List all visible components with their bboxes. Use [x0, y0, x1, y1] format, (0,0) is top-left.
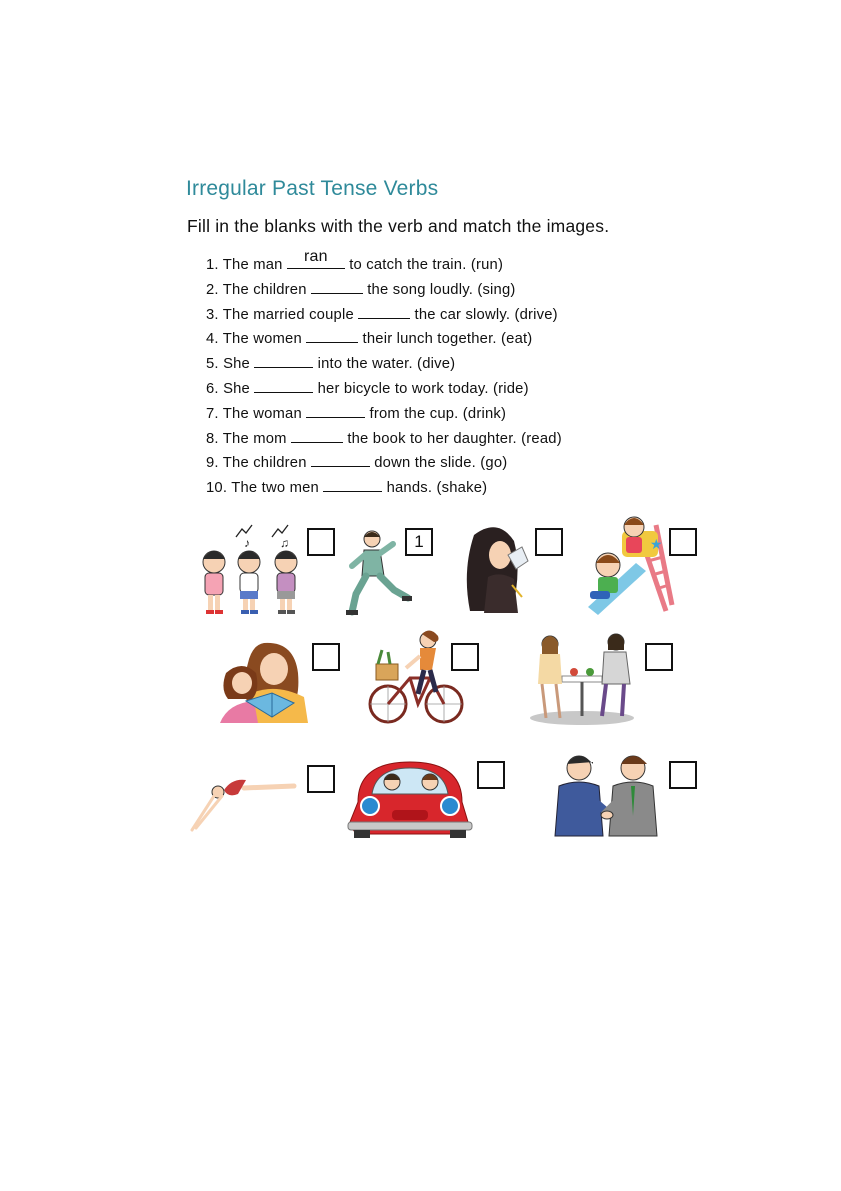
sentence-9: 9. The children down the slide. (go) [206, 451, 562, 476]
blank-9[interactable] [311, 452, 370, 467]
match-box-slide-children[interactable] [669, 528, 697, 556]
driving-couple-image [348, 756, 472, 838]
match-box-running-man[interactable]: 1 [405, 528, 433, 556]
worksheet-title: Irregular Past Tense Verbs [186, 177, 439, 200]
blank-10[interactable] [323, 477, 382, 492]
match-box-diving-woman[interactable] [307, 765, 335, 793]
sentence-list [206, 248, 562, 501]
sentence-1: 1. The man ran to catch the train. (run) [206, 248, 504, 273]
sentence-5: 5. She into the water. (dive) [206, 352, 562, 377]
sentence-6: 6. She her bicycle to work today. (ride) [206, 377, 562, 402]
match-box-driving-couple[interactable] [477, 761, 505, 789]
blank-5[interactable] [254, 353, 313, 368]
blank-4[interactable] [306, 328, 358, 343]
match-box-bicycle-woman[interactable] [451, 643, 479, 671]
match-box-drinking-woman[interactable] [535, 528, 563, 556]
svg-text:♪: ♪ [244, 536, 250, 550]
diving-woman-image [190, 772, 298, 834]
match-box-handshake-men[interactable] [669, 761, 697, 789]
running-man-image [346, 528, 414, 616]
sentence-10: 10. The two men hands. (shake) [206, 476, 562, 501]
drinking-woman-image [464, 525, 536, 613]
sentence-8: 8. The mom the book to her daughter. (read) [206, 427, 562, 452]
sentence-4: 4. The women their lunch together. (eat) [206, 327, 562, 352]
match-box-eating-women[interactable] [645, 643, 673, 671]
blank-3[interactable] [358, 304, 410, 319]
worksheet-instructions: Fill in the blanks with the verb and match the images. [187, 216, 610, 236]
blank-7[interactable] [306, 403, 365, 418]
blank-8[interactable] [291, 428, 343, 443]
eating-women-image [528, 628, 636, 726]
handshake-men-image [551, 752, 661, 836]
match-box-singing-children[interactable] [307, 528, 335, 556]
blank-1[interactable]: ran [287, 254, 345, 269]
blank-2[interactable] [311, 279, 363, 294]
match-box-reading-mom[interactable] [312, 643, 340, 671]
svg-text:♫: ♫ [280, 536, 289, 550]
singing-children-image [194, 525, 306, 617]
sentence-3: 3. The married couple the car slowly. (drive) [206, 303, 562, 328]
slide-children-image [578, 515, 672, 611]
reading-mom-image [218, 639, 310, 723]
blank-6[interactable] [254, 378, 313, 393]
sentence-7: 7. The woman from the cup. (drink) [206, 402, 562, 427]
sentence-2: 2. The children the song loudly. (sing) [206, 278, 562, 303]
svg-text:★: ★ [650, 536, 663, 552]
